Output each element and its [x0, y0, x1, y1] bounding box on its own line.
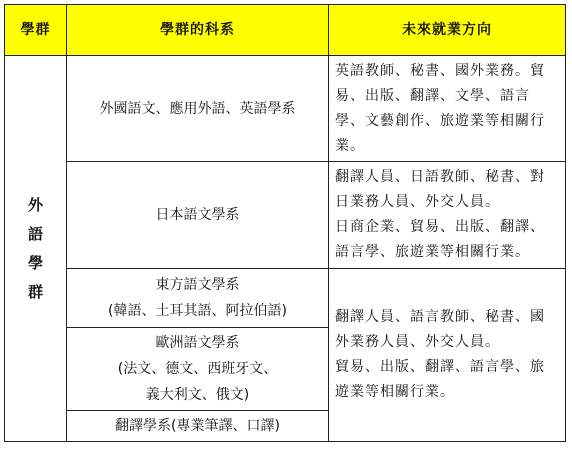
- department-name: 日本語文學系: [155, 207, 240, 224]
- career-text: 翻譯人員、語言教師、秘書、國外業務人員、外交人員。: [335, 309, 545, 351]
- department-subjects: (法文、德文、西班牙文、: [117, 360, 278, 377]
- group-name-char: 群: [27, 282, 43, 301]
- department-name: 歐洲語文學系: [155, 334, 240, 351]
- career-text: 日商企業、貿易、出版、翻譯、語言學、旅遊業等相關行業。: [335, 219, 545, 261]
- career-text: 翻譯人員、日語教師、秘書、對日業務人員、外交人員。: [335, 169, 545, 211]
- header-careers: 未來就業方向: [329, 5, 566, 56]
- department-cell: [67, 56, 329, 162]
- table-row: [5, 162, 566, 269]
- career-table: [4, 4, 566, 442]
- header-group: 學群: [5, 5, 67, 56]
- career-cell: [329, 162, 566, 269]
- header-departments: 學群的科系: [67, 5, 329, 56]
- career-text: 英語教師、秘書、國外業務。貿易、出版、翻譯、文學、語言學、文藝創作、旅遊業等相關行業。: [335, 62, 545, 154]
- department-cell: [67, 327, 329, 410]
- table-row: [5, 56, 566, 162]
- department-cell: [67, 410, 329, 441]
- table-header-row: [5, 5, 566, 56]
- department-cell: [67, 269, 329, 328]
- department-name: 東方語文學系: [155, 277, 240, 293]
- department-cell: [67, 162, 329, 269]
- department-name: 外國語文、應用外語、英語學系: [99, 100, 296, 117]
- career-table-container: [4, 4, 565, 442]
- career-cell: [329, 56, 566, 162]
- department-subjects: (韓語、土耳其語、阿拉伯語): [108, 303, 287, 319]
- group-name-char: 語: [27, 224, 43, 243]
- group-name-char: 學: [27, 253, 43, 272]
- career-text: 貿易、出版、翻譯、語言學、旅遊業等相關行業。: [335, 359, 545, 401]
- table-row: [5, 269, 566, 328]
- department-name: 翻譯學系(專業筆譯、口譯): [115, 417, 280, 434]
- career-cell-shared: [329, 269, 566, 442]
- group-name-char: 外: [27, 195, 43, 214]
- department-subjects: 義大利文、俄文): [145, 386, 250, 403]
- group-name-cell: [5, 56, 67, 442]
